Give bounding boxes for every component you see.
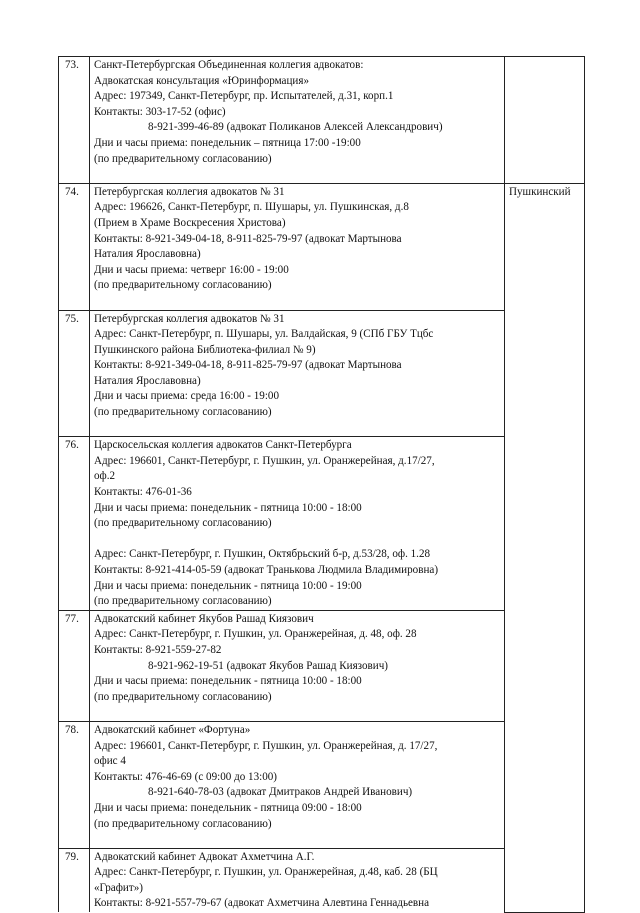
entry-line: 8-921-399-46-89 (адвокат Поликанов Алексей Александрович) [148, 121, 443, 134]
entry-line: Санкт-Петербургская Объединенная коллегия адвокатов: [94, 59, 364, 71]
entry-line: (по предварительному согласованию) [94, 817, 272, 830]
entry-line: Дни и часы приема: четверг 16:00 - 19:00 [94, 263, 289, 276]
entry-number: 73. [59, 57, 90, 184]
entry-details [90, 437, 505, 611]
entry-line: офис 4 [94, 755, 126, 768]
entry-details [90, 310, 505, 437]
entry-line: Контакты: 8-921-414-05-59 (адвокат Транькова Людмила Владимировна) [94, 564, 439, 576]
entry-number: 76. [59, 437, 90, 611]
entry-line: Дни и часы приема: понедельник – пятница 17:00 -19:00 [94, 136, 361, 149]
entry-line: Адрес: 196601, Санкт-Петербург, г. Пушкин, ул. Оранжерейная, д. 17/27, [94, 739, 438, 752]
entry-line: Наталия Ярославовна) [94, 374, 201, 387]
district-label: Пушкинский [509, 185, 571, 198]
entry-line: (Прием в Храме Воскресения Христова) [94, 216, 286, 229]
entry-line: Петербургская коллегия адвокатов № 31 [94, 312, 285, 325]
entry-details [90, 848, 505, 912]
blank-spacer [94, 294, 502, 310]
entry-line: (по предварительному согласованию) [94, 279, 272, 292]
blank-spacer [94, 705, 502, 721]
entry-line: (по предварительному согласованию) [94, 690, 272, 703]
entry-line: Адрес: 196626, Санкт-Петербург, п. Шушары, ул. Пушкинская, д.8 [94, 201, 409, 214]
entry-number: 79. [59, 848, 90, 912]
blank-spacer [94, 832, 502, 848]
entry-number: 78. [59, 721, 90, 848]
entry-line: Адрес: 197349, Санкт-Петербург, пр. Испытателей, д.31, корп.1 [94, 90, 394, 103]
entry-line: Контакты: 476-46-69 (с 09:00 до 13:00) [94, 770, 277, 783]
entry-line: Контакты: 8-921-349-04-18, 8-911-825-79-97 (адвокат Мартынова [94, 232, 402, 245]
entry-line: «Графит») [94, 881, 143, 894]
entry-details [90, 57, 505, 184]
entry-number: 77. [59, 610, 90, 721]
entry-line: Адрес: Санкт-Петербург, г. Пушкин, ул. Оранжерейная, д.48, каб. 28 (БЦ [94, 866, 438, 879]
entry-line: Пушкинского района Библиотека-филиал № 9) [94, 343, 316, 356]
entry-line: Дни и часы приема: понедельник - пятница 10:00 - 18:00 [94, 675, 362, 688]
entry-line: Дни и часы приема: понедельник - пятница 09:00 - 18:00 [94, 801, 362, 814]
entry-line: Наталия Ярославовна) [94, 248, 201, 261]
entry-line: Дни и часы приема: понедельник - пятница 10:00 - 18:00 [94, 501, 362, 514]
entry-line: Контакты: 8-921-349-04-18, 8-911-825-79-97 (адвокат Мартынова [94, 359, 402, 372]
entry-line: оф.2 [94, 470, 116, 483]
blank-spacer [94, 421, 502, 437]
entry-line: Адрес: 196601, Санкт-Петербург, г. Пушкин, ул. Оранжерейная, д.17/27, [94, 454, 435, 467]
entry-line: 8-921-962-19-51 (адвокат Якубов Рашад Киязович) [148, 659, 388, 672]
entry-line: Контакты: 303-17-52 (офис) [94, 105, 226, 118]
entry-line: Адрес: Санкт-Петербург, г. Пушкин, ул. Оранжерейная, д. 48, оф. 28 [94, 628, 417, 641]
entry-line: Контакты: 8-921-557-79-67 (адвокат Ахметчина Алевтина Геннадьевна [94, 897, 430, 910]
entry-line: Петербургская коллегия адвокатов № 31 [94, 185, 285, 198]
entry-line: Адвокатская консультация «Юринформация» [94, 74, 310, 87]
entry-line: 8-921-640-78-03 (адвокат Дмитраков Андрей Иванович) [148, 786, 413, 799]
entry-line: (по предварительному согласованию) [94, 517, 272, 530]
entry-line: Адвокатский кабинет Адвокат Ахметчина А.Г. [94, 850, 315, 863]
district-cell [505, 183, 585, 912]
entry-line [94, 532, 502, 548]
district-cell-empty [505, 57, 585, 184]
entry-line: Адвокатский кабинет Якубов Рашад Киязович [94, 612, 314, 625]
entry-line: (по предварительному согласованию) [94, 152, 272, 165]
entry-line: Адрес: Санкт-Петербург, п. Шушары, ул. Валдайская, 9 (СПб ГБУ Тцбс [94, 328, 434, 341]
entry-details [90, 721, 505, 848]
entry-line: Дни и часы приема: среда 16:00 - 19:00 [94, 390, 280, 403]
entry-row-74 [59, 183, 585, 310]
entry-number: 75. [59, 310, 90, 437]
blank-spacer [94, 167, 502, 183]
entry-line: (по предварительному согласованию) [94, 595, 272, 608]
entry-details [90, 610, 505, 721]
entry-details [90, 183, 505, 310]
entry-line: (по предварительному согласованию) [94, 406, 272, 419]
entry-line: Царскосельская коллегия адвокатов Санкт-Петербурга [94, 439, 352, 452]
table-body [59, 57, 585, 913]
entry-row-73 [59, 57, 585, 184]
entry-line: Контакты: 476-01-36 [94, 486, 192, 499]
advocates-table [58, 56, 585, 913]
entry-line: Дни и часы приема: понедельник - пятница 10:00 - 19:00 [94, 579, 362, 592]
entry-line: Контакты: 8-921-559-27-82 [94, 643, 222, 656]
entry-number: 74. [59, 183, 90, 310]
entry-line: Адрес: Санкт-Петербург, г. Пушкин, Октябрьский б-р, д.53/28, оф. 1.28 [94, 548, 431, 561]
entry-line: Адвокатский кабинет «Фортуна» [94, 723, 251, 736]
